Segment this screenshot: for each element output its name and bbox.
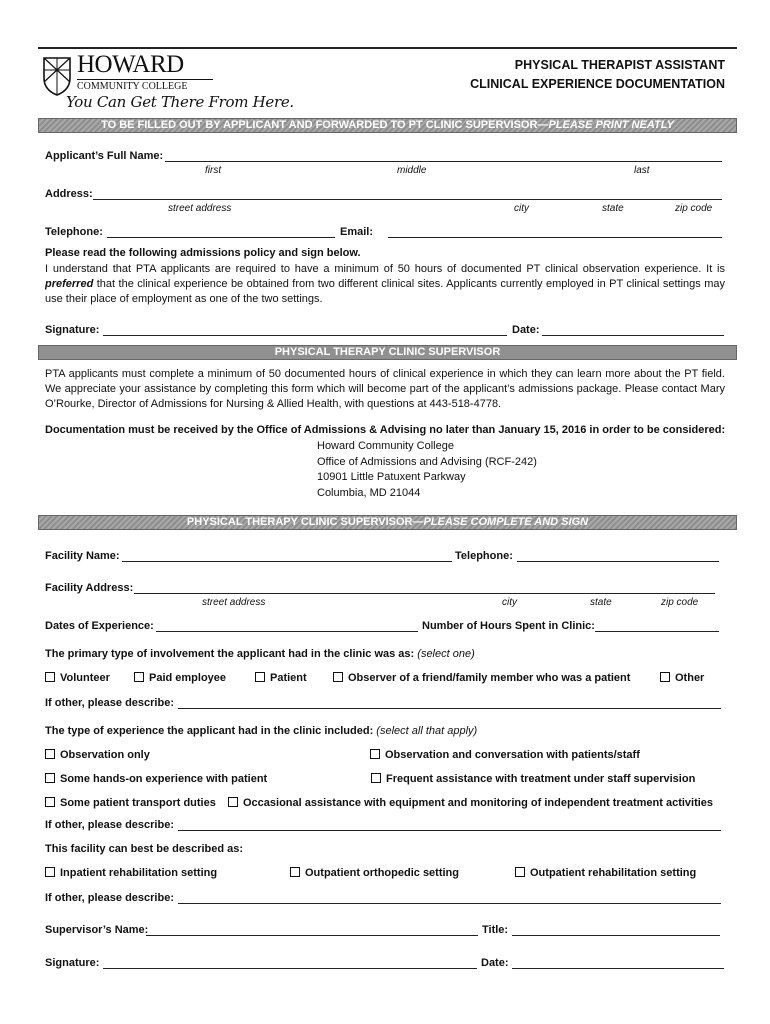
logo-subtitle: COMMUNITY COLLEGE <box>77 81 188 92</box>
checkbox-icon[interactable] <box>45 672 55 682</box>
name-last-caption: last <box>634 165 650 176</box>
mailing-address-line-3: 10901 Little Patuxent Parkway <box>317 471 466 483</box>
name-middle-caption: middle <box>397 165 427 176</box>
address-city-caption: city <box>514 203 529 214</box>
checkbox-icon[interactable] <box>370 749 380 759</box>
experience-option-observation-conversation[interactable]: Observation and conversation with patients/staff <box>370 749 640 761</box>
involvement-option-volunteer[interactable]: Volunteer <box>45 672 110 684</box>
checkbox-icon[interactable] <box>290 867 300 877</box>
setting-option-outpatient-ortho[interactable]: Outpatient orthopedic setting <box>290 867 459 879</box>
involvement-option-patient[interactable]: Patient <box>255 672 307 684</box>
supervisor-title-field[interactable] <box>512 935 720 936</box>
facility-state-caption: state <box>590 597 612 608</box>
checkbox-icon[interactable] <box>45 773 55 783</box>
setting-question: This facility can best be described as: <box>45 843 244 855</box>
supervisor-info-banner-text: PHYSICAL THERAPY CLINIC SUPERVISOR <box>274 346 501 358</box>
facility-street-caption: street address <box>202 597 266 608</box>
experience-option-frequent-assistance[interactable]: Frequent assistance with treatment under staff supervision <box>371 773 695 785</box>
college-logo <box>40 52 300 114</box>
checkbox-icon[interactable] <box>45 797 55 807</box>
applicant-telephone-field[interactable] <box>107 237 335 238</box>
policy-text: I understand that PTA applicants are required to have a minimum of 50 hours of documented PT clinical observation experience. It is preferred that the clinical experience be obtained from two different clinical sites. Applicants currently employed in PT clinical settings may use their place of employment as one of the two settings. <box>45 263 725 305</box>
name-first-caption: first <box>205 165 222 176</box>
facility-address-field[interactable] <box>134 593 715 594</box>
hours-in-clinic-label: Number of Hours Spent in Clinic: <box>422 620 595 632</box>
experience-question: The type of experience the applicant had in the clinic included: (select all that apply) <box>45 725 478 737</box>
facility-zip-caption: zip code <box>661 597 699 608</box>
applicant-address-label: Address: <box>45 188 93 200</box>
experience-option-transport[interactable]: Some patient transport duties <box>45 797 216 809</box>
checkbox-icon[interactable] <box>228 797 238 807</box>
title-line-2: CLINICAL EXPERIENCE DOCUMENTATION <box>470 77 725 91</box>
applicant-banner-text: TO BE FILLED OUT BY APPLICANT AND FORWARDED TO PT CLINIC SUPERVISOR— <box>101 119 549 131</box>
checkbox-icon[interactable] <box>134 672 144 682</box>
facility-name-field[interactable] <box>122 561 452 562</box>
experience-other-label: If other, please describe: <box>45 819 174 831</box>
involvement-other-field[interactable] <box>178 708 721 709</box>
dates-of-experience-label: Dates of Experience: <box>45 620 154 632</box>
applicant-address-field[interactable] <box>93 199 722 200</box>
mailing-address-line-1: Howard Community College <box>317 440 454 452</box>
involvement-option-observer[interactable]: Observer of a friend/family member who was a patient <box>333 672 630 684</box>
facility-telephone-field[interactable] <box>517 561 719 562</box>
setting-option-inpatient-rehab[interactable]: Inpatient rehabilitation setting <box>45 867 217 879</box>
facility-address-label: Facility Address: <box>45 582 134 594</box>
checkbox-icon[interactable] <box>515 867 525 877</box>
address-zip-caption: zip code <box>675 203 713 214</box>
experience-other-field[interactable] <box>178 830 721 831</box>
checkbox-icon[interactable] <box>255 672 265 682</box>
supervisor-complete-banner-emphasis: PLEASE COMPLETE AND SIGN <box>423 516 589 528</box>
applicant-name-label: Applicant’s Full Name: <box>45 150 164 162</box>
shield-crest-icon <box>42 56 72 96</box>
applicant-signature-field[interactable] <box>103 335 507 336</box>
logo-name: HOWARD <box>77 51 184 78</box>
supervisor-info-banner <box>38 345 737 360</box>
applicant-email-field[interactable] <box>388 237 722 238</box>
supervisor-date-label: Date: <box>481 957 509 969</box>
mailing-address-line-2: Office of Admissions and Advising (RCF-242) <box>317 455 537 468</box>
title-line-1: PHYSICAL THERAPIST ASSISTANT <box>514 58 725 72</box>
dates-of-experience-field[interactable] <box>156 631 418 632</box>
checkbox-icon[interactable] <box>660 672 670 682</box>
checkbox-icon[interactable] <box>333 672 343 682</box>
logo-tagline: You Can Get There From Here. <box>66 93 294 111</box>
supervisor-info-paragraph: PTA applicants must complete a minimum of 50 documented hours of clinical experience in which they can learn more about the PT field. We appreciate your assistance by completing this form which will become part of the applicant’s admissions package. Please contact Mary O’Rourke, Director of Admissions for Nursing & Allied Health, with questions at 443-518-4778. <box>45 368 725 410</box>
applicant-signature-label: Signature: <box>45 324 100 336</box>
supervisor-complete-banner-text: PHYSICAL THERAPY CLINIC SUPERVISOR— <box>186 516 424 528</box>
experience-option-equipment[interactable]: Occasional assistance with equipment and monitoring of independent treatment activities <box>228 797 713 809</box>
deadline-notice: Documentation must be received by the Office of Admissions & Advising no later than January 15, 2016 in order to be considered: <box>45 424 726 436</box>
setting-other-label: If other, please describe: <box>45 892 174 904</box>
involvement-question: The primary type of involvement the applicant had in the clinic was as: (select one) <box>45 648 475 660</box>
supervisor-signature-label: Signature: <box>45 957 100 969</box>
involvement-option-other[interactable]: Other <box>660 672 704 684</box>
checkbox-icon[interactable] <box>45 867 55 877</box>
document-title <box>470 56 725 94</box>
supervisor-signature-field[interactable] <box>103 968 477 969</box>
involvement-other-label: If other, please describe: <box>45 697 174 709</box>
applicant-name-field[interactable] <box>165 161 722 162</box>
mailing-address <box>317 439 537 501</box>
mailing-address-line-4: Columbia, MD 21044 <box>317 486 421 499</box>
address-state-caption: state <box>602 203 624 214</box>
address-street-caption: street address <box>168 203 232 214</box>
logo-rule <box>77 79 213 80</box>
policy-heading: Please read the following admissions policy and sign below. <box>45 247 361 259</box>
involvement-option-paid-employee[interactable]: Paid employee <box>134 672 226 684</box>
supervisor-complete-banner <box>38 515 737 530</box>
applicant-section-banner <box>38 118 737 133</box>
supervisor-date-field[interactable] <box>512 968 724 969</box>
supervisor-name-label: Supervisor’s Name: <box>45 924 149 936</box>
hours-in-clinic-field[interactable] <box>595 631 719 632</box>
applicant-email-label: Email: <box>340 226 374 238</box>
applicant-date-field[interactable] <box>542 335 724 336</box>
header-rule <box>38 47 737 49</box>
facility-name-label: Facility Name: <box>45 550 120 562</box>
applicant-telephone-label: Telephone: <box>45 226 103 238</box>
applicant-banner-emphasis: PLEASE PRINT NEATLY <box>548 119 674 131</box>
supervisor-name-field[interactable] <box>146 935 478 936</box>
applicant-date-label: Date: <box>512 324 540 336</box>
facility-telephone-label: Telephone: <box>455 550 513 562</box>
checkbox-icon[interactable] <box>45 749 55 759</box>
experience-option-observation-only[interactable]: Observation only <box>45 749 150 761</box>
experience-option-hands-on[interactable]: Some hands-on experience with patient <box>45 773 267 785</box>
setting-option-outpatient-rehab[interactable]: Outpatient rehabilitation setting <box>515 867 696 879</box>
facility-city-caption: city <box>502 597 517 608</box>
setting-other-field[interactable] <box>178 903 721 904</box>
checkbox-icon[interactable] <box>371 773 381 783</box>
supervisor-title-label: Title: <box>482 924 509 936</box>
